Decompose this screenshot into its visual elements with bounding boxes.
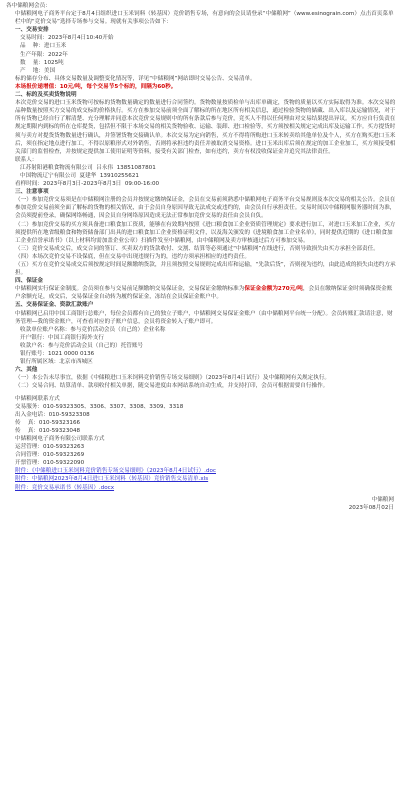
signature-org: 中储粮网 (371, 496, 394, 503)
attachment-link-list[interactable]: 附件：中储粮网2023年8月4日进口玉米饲料（转基因）竞价销售交易清单.xls (15, 476, 209, 483)
contact-billing: 开票管理：010-59322090 (15, 460, 85, 467)
deposit-paragraph (6, 285, 396, 301)
section-1-title: 一、交易安排 (15, 27, 49, 34)
notice-item-3: （三）竞价交易成交后，成交合同的签订、买卖双方的货款收付、交割、结算等必须通过“中储粮网”在线进行，否则导致损失由买方承担全部责任。 (15, 245, 379, 252)
contact-operations: 运营管理：010-59323263 (15, 444, 85, 451)
contact-contracts: 合同管理：010-59323269 (15, 452, 85, 459)
notice-item-4: （四）本场次竞价交易不设保底，但在交易中出现违规行为的，违约方须承担相应的违约责任。 (15, 253, 250, 260)
section-2-title: 二、标的及买卖货物说明 (15, 92, 77, 99)
bid-increment-notice: 本场报价递增值：10元/吨，每个交易节5个标的，间隔为60秒。 (15, 83, 177, 90)
greeting: 各中储粮网会员： (6, 3, 51, 9)
attachment-link-rules[interactable]: 附件：《中储粮进口玉米饲料竞价销售专场交易细则》（2023年8月4日试行）.doc (15, 468, 216, 475)
viewing-time: 看样时间：2023年8月3日-2023年8月3日 09:00-16:00 (15, 181, 160, 188)
account-paragraph: 中储粮网已启用中国工商银行总账户，每位会员都有自己的独立子账户，中储粮网交易保证金账户（由中储粮网平台统一分配）。会员转账汇款请注意，财务管理—我的资金账户，可查看对应的子账户信息，会员将资金转入子账户即可。 (15, 310, 393, 325)
deposit-text-pre: 中储粮网实行保证金制度。会员须在参与交易前足额缴纳交易保证金，交易保证金缴纳标准为 (15, 286, 245, 293)
production-year: 生产年限：2022年 (20, 51, 68, 58)
intro-paragraph: 中储粮网电子商务平台定于8月4日组织进口玉米饲料（转基因）竞价销售专场，有意向的会员请登录“中储粮网”（www.esinograin.com）点击首页菜单栏中的“竞价交易”选择专场参与交易。现就有关事项公告如下： (15, 11, 394, 26)
section-6-title: 六、其他 (15, 367, 38, 374)
signature-date: 2023年08月02日 (348, 504, 394, 511)
trade-time: 交易时间：2023年8月4日10:40开始 (20, 35, 114, 42)
account-bank-city: 银行所属区域：北京市西城区 (20, 359, 93, 366)
contact-fax: 传 真：010-59323166 (15, 419, 81, 426)
origin: 产 地：美国 (20, 67, 56, 74)
contact-1: 江苏射阳港粮食物流有限公司 吕永伟 13851087801 (20, 164, 156, 171)
section-3-title: 三、注意事项 (15, 189, 49, 196)
section-5-title: 五、交易保证金、资款汇款账户 (15, 302, 94, 309)
quantity: 数 量：1025吨 (20, 59, 64, 66)
other-item-1: （一）本公告未尽事宜，依据《中储粮进口玉米饲料竞价销售专场交易细则》（2023年8月4日试行）及中储粮网有关规定执行。 (15, 375, 331, 382)
storage-note: 标的储存分布、具体交易数量及调整变化情况等，详见“中储粮网”网站即时交易公告、交易清单。 (15, 75, 256, 82)
deposit-amount: 保证金金额为270元/吨 (244, 286, 303, 293)
contact-2: 中国物流辽宁有限公司 夏建华 13910255621 (20, 172, 139, 179)
contact-fax-2: 传 真：010-59323048 (15, 427, 81, 434)
contact-service: 交易服务：010-59323305、3306、3307、3308、3309、3318 (15, 403, 184, 410)
notice-item-2: （二）参加竞价交易的买方须具备进口粮食加工资质，能够在有效期内按照《进口粮食加工企业资质管理规定》要求进行加工，对进口玉米加工企业，买方须提供所在地省级粮食和物资储备部门出具的进口粮食加工企业资格证明文件，以及海关颁发的《进境粮食加工企业名单》，同时提供近期的《进口粮食加工企业信誉承诺书》（以上材料均需加盖企业公章）扫描件发至中储粮网，由中储粮网及卖方审核通过后方可参加交易。 (15, 221, 396, 244)
account-bank: 开户银行：中国工商银行海外支行 (20, 334, 104, 341)
notice-item-5: （五）买方在竞价交易成交后须按规定时间足额缴纳货款，并且须按照交易规则完成出库和运输，“先款后货”，否则视为违约，由此造成的损失由违约方承担。 (15, 262, 396, 277)
section-4-title: 四、保证金 (15, 278, 43, 285)
company-contact-title: 中储粮网电子商务有限公司联系方式 (15, 435, 105, 442)
contact-label: 联系人： (15, 156, 38, 163)
notice-item-1: （一）参加竞价交易须是在中储粮网注册的会员并按规定缴纳保证金，会员在交易前须熟悉中储粮网电子商务平台交易规则及本次交易的相关公告。会员在参加竞价交易前须全面了解标的货物的相关情况，由于会员自身原因导致无法成交或违约的，由会员自行承担责任。交易时间以中储粮网服务器时间为准，会员须提前登录，确保网络畅通，因会员自身网络原因造成无法正常参加竞价交易的责任由会员自负。 (15, 197, 396, 220)
account-holder: 收款单位账户名称：参与竞价活动会员（自己的）企业名称 (20, 326, 166, 333)
contact-support: 出入金电话：010-59323308 (15, 411, 90, 418)
deposit-text-post: ，会员在缴纳保证金时须确保资金账户余额充足，成交后，交易保证金自动转为履约保证金，冻结在会员保证金账户中。 (15, 286, 393, 301)
product-variety: 品 种：进口玉米 (20, 43, 67, 50)
other-item-2: （二）交易合同、结算清单、款项收付相关单据，随交易进度由本网站系统自动生成，并支持打印，会员可根据需要自行操作。 (15, 383, 329, 390)
contact-title: 中储粮网联系方式 (15, 395, 60, 402)
section-2-body: 本次竞价交易的进口玉米货物可按标的货物数量确定的数量进行合同签约。货物数量按质检单与出库单确定，货物的质量以买方实际取得为准。本次交易的品种数量按照买方交易的成交标的价格执行。买方在参加交易前须全面了解标的所在地区所有相关信息，通过检验货物的储藏、出入库以及运输情况，对于所有货物已经自行了解清楚、充分理解并同意本次竞价交易规则中的所有条款后参与竞价，竞买人不得以任何理由对交易结果提出异议。买方应自行负责在规定期限内到标的所在仓库提货，包括但不限于本场交易的相关货物验收、运输、装卸、进口检验等，买方须按相关规定完成出库及运输工作。买方提货时须与卖方对提货货物数量进行确认，并签署货物交接确认单。本次交易为定向销售，买方不得将所购进口玉米转卖给其他单位及个人，买方在购买进口玉米后，须在指定地点进行加工，不得以原粮形式对外销售，否则将承担违约责任并被取消交易资格。进口玉米出库后须在规定的加工企业加工，买方须接受相关部门的监督检查，并按规定提供加工使用证明等资料，接受有关部门检查，如有违约，卖方有权没收保证金并追究其法律责任。 (15, 100, 396, 155)
account-number: 银行账号：1021 0000 0136 (20, 351, 95, 358)
account-name: 收款户名：参与竞价活动会员（自己的）托管账号 (20, 342, 144, 349)
attachment-link-pledge[interactable]: 附件：竞价交易承诺书（转基因）.docx (15, 484, 115, 491)
